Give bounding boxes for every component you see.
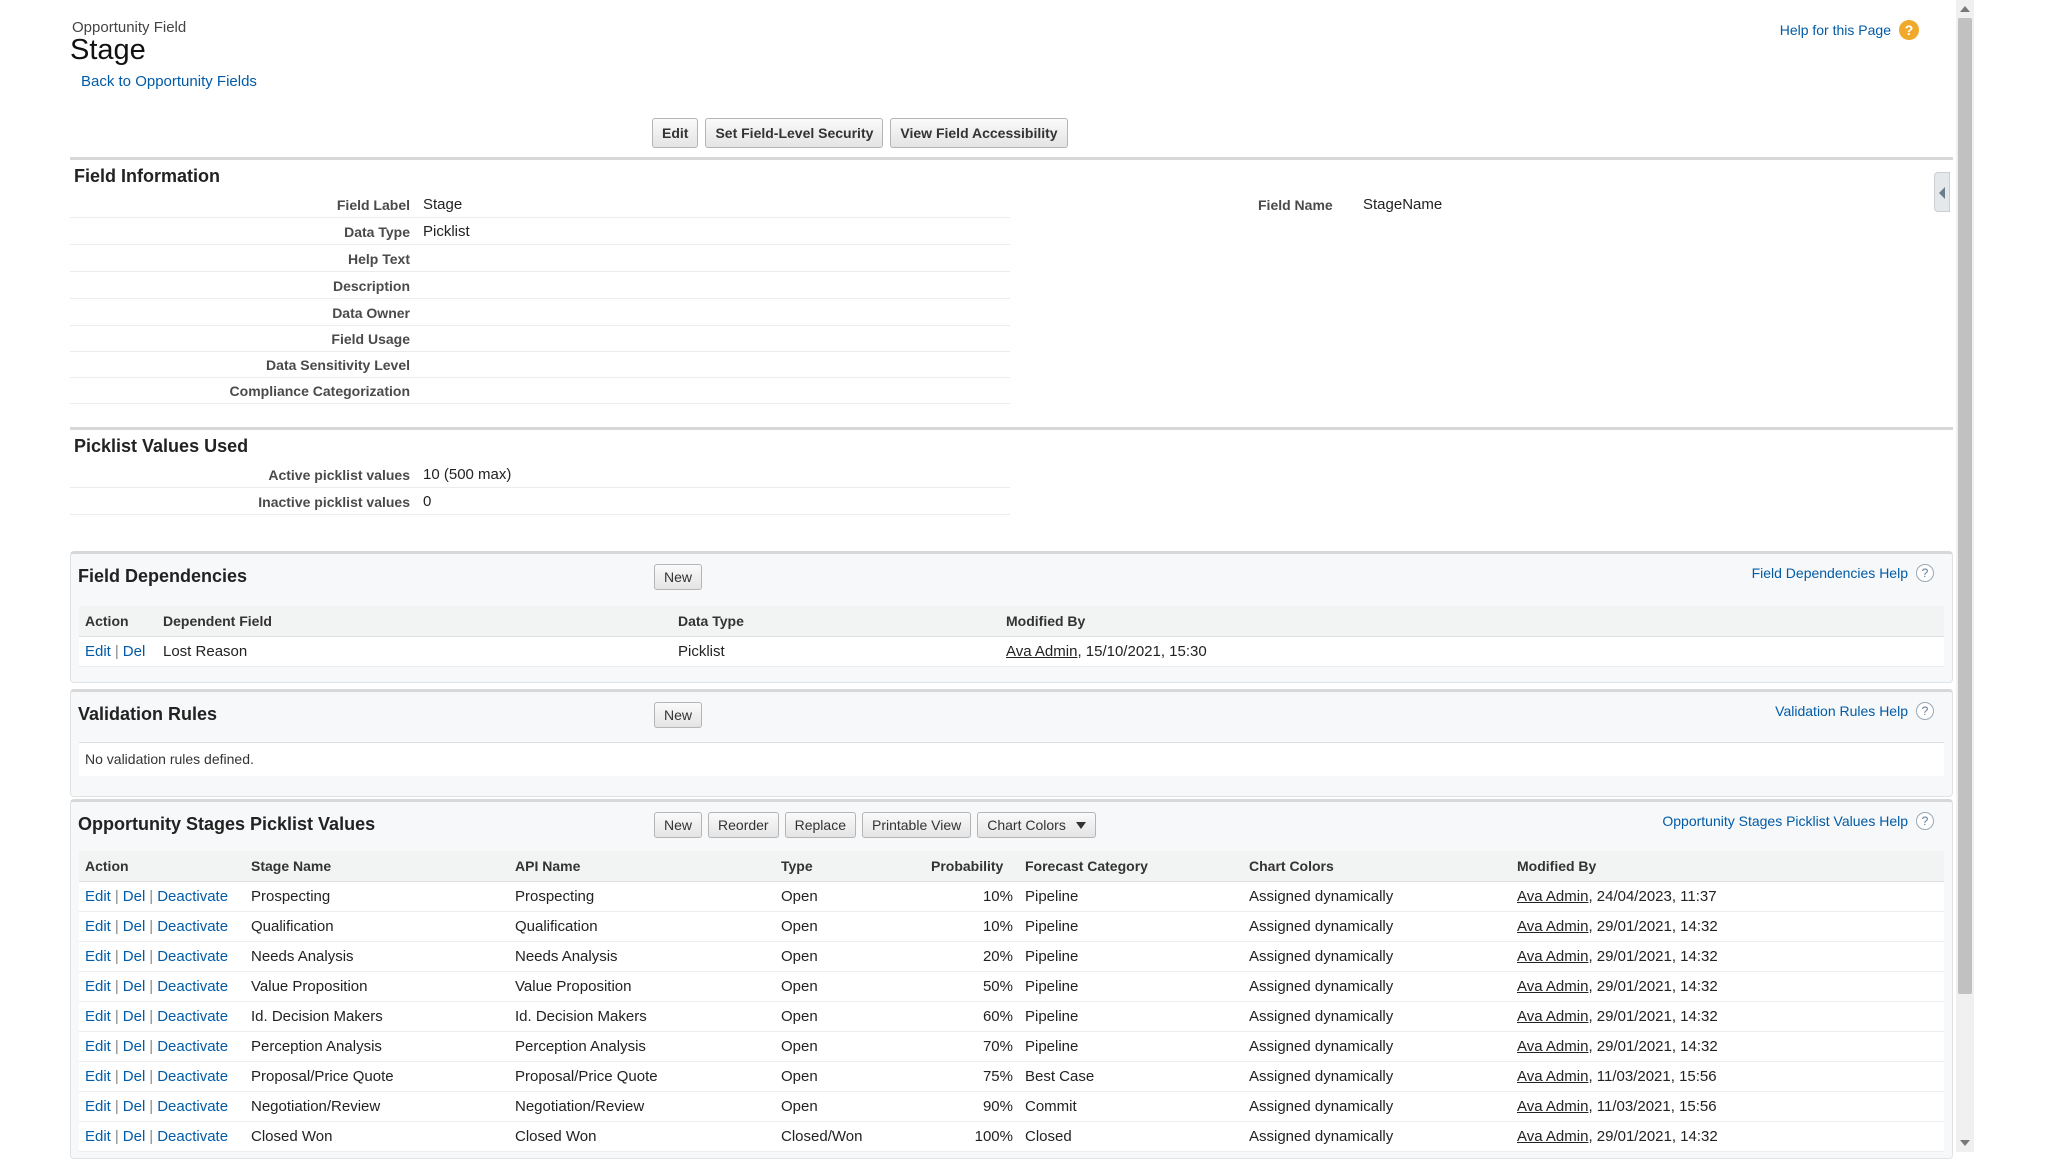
separator: | [114,947,119,965]
related-list-title: Opportunity Stages Picklist Values [78,814,376,834]
chart-colors-cell: Assigned dynamically [1243,1031,1511,1061]
validation-rules-related-list [70,689,1953,797]
field-label: Help Text [348,251,410,267]
api-name-cell: Negotiation/Review [509,1091,775,1121]
forecast-category-cell: Closed [1019,1121,1243,1151]
field-row [70,325,1010,352]
forecast-category-cell: Commit [1019,1091,1243,1121]
modified-date: , 11/03/2021, 15:56 [1588,1097,1717,1115]
api-name-cell: Qualification [509,911,775,941]
field-row [70,377,1010,404]
table-row [79,1091,1944,1121]
dependent-field-cell: Lost Reason [157,636,672,666]
modified-by-cell [1000,636,1944,666]
stage-name-cell: Prospecting [245,881,509,911]
stage-name-cell: Negotiation/Review [245,1091,509,1121]
edit-link[interactable]: Edit [85,1067,111,1085]
column-header-type: Type [775,851,925,881]
action-cell [79,1001,245,1031]
action-cell [79,1091,245,1121]
deactivate-link[interactable]: Deactivate [157,1037,229,1055]
table-header-row [79,851,1944,881]
modified-by-user-link[interactable]: Ava Admin [1517,1127,1589,1145]
modified-date: , 29/01/2021, 14:32 [1588,1127,1718,1145]
column-header-forecast-category: Forecast Category [1019,851,1243,881]
deactivate-link[interactable]: Deactivate [157,1067,229,1085]
column-header-modified-by: Modified By [1000,606,1944,636]
chart-colors-cell: Assigned dynamically [1243,1061,1511,1091]
field-row [70,218,1010,245]
type-cell: Open [775,971,925,1001]
edit-link[interactable]: Edit [85,1007,111,1025]
type-cell: Open [775,1091,925,1121]
forecast-category-cell: Pipeline [1019,941,1243,971]
probability-cell: 20% [925,941,1019,971]
table-header-row [79,606,1944,636]
picklist-values-used-section [70,427,1953,551]
opportunity-stages-help[interactable] [1662,812,1934,830]
chart-colors-cell: Assigned dynamically [1243,971,1511,1001]
field-row [70,272,1010,299]
column-header-data-type: Data Type [672,606,1000,636]
action-cell [79,971,245,1001]
modified-by-cell [1511,881,1944,911]
set-field-level-security-button[interactable]: Set Field-Level Security [705,118,883,148]
modified-by-cell [1511,1001,1944,1031]
separator: | [114,917,119,935]
deactivate-link[interactable]: Deactivate [157,1097,229,1115]
field-row [70,299,1010,326]
field-label: Field Label [336,197,410,213]
del-link[interactable]: Del [122,977,146,995]
modified-by-user-link[interactable]: Ava Admin [1517,947,1589,965]
table-row [79,636,1944,666]
separator: | [114,1097,119,1115]
modified-by-user-link[interactable]: Ava Admin [1517,977,1589,995]
modified-by-user-link[interactable]: Ava Admin [1517,1097,1589,1115]
field-name-value: StageName [1363,196,1443,213]
modified-date: , 11/03/2021, 15:56 [1588,1067,1717,1085]
separator: | [114,1127,119,1145]
forecast-category-cell: Pipeline [1019,971,1243,1001]
forecast-category-cell: Pipeline [1019,881,1243,911]
chart-colors-label: Chart Colors [987,817,1066,833]
column-header-action: Action [79,851,245,881]
modified-by-cell [1511,1061,1944,1091]
help-icon[interactable]: ? [1899,20,1919,40]
table-row [79,881,1944,911]
edit-link[interactable]: Edit [85,1037,111,1055]
deactivate-link[interactable]: Deactivate [157,887,229,905]
column-header-api-name: API Name [509,851,775,881]
probability-cell: 100% [925,1121,1019,1151]
field-value: 10 (500 max) [423,466,512,483]
chevron-down-icon [1076,822,1086,829]
edit-link[interactable]: Edit [85,642,111,660]
stage-name-cell: Needs Analysis [245,941,509,971]
field-label: Active picklist values [268,467,410,483]
printable-view-button[interactable]: Printable View [862,812,971,838]
table-row [79,1001,1944,1031]
field-value: 0 [423,493,432,510]
column-header-action: Action [79,606,157,636]
type-cell: Open [775,941,925,971]
opportunity-stages-help-link[interactable]: Opportunity Stages Picklist Values Help [1662,813,1908,829]
probability-cell: 90% [925,1091,1019,1121]
separator: | [114,977,119,995]
help-for-page-link[interactable]: Help for this Page [1779,22,1891,38]
table-row [79,1031,1944,1061]
field-label: Field Usage [331,331,410,347]
probability-cell: 75% [925,1061,1019,1091]
action-cell [79,1061,245,1091]
modified-by-cell [1511,911,1944,941]
del-link[interactable]: Del [122,917,146,935]
separator: | [114,1067,119,1085]
help-question-icon[interactable]: ? [1916,702,1934,720]
action-cell [79,941,245,971]
new-validation-rule-button[interactable]: New [654,702,702,728]
modified-by-user-link[interactable]: Ava Admin [1517,1007,1589,1025]
stages-toolbar [654,812,1096,838]
table-row [79,911,1944,941]
del-link[interactable]: Del [122,1067,146,1085]
deactivate-link[interactable]: Deactivate [157,1127,229,1145]
field-label: Description [332,278,410,294]
field-dependencies-help[interactable] [1752,564,1934,582]
probability-cell: 70% [925,1031,1019,1061]
column-header-chart-colors: Chart Colors [1243,851,1511,881]
modified-by-cell [1511,1121,1944,1151]
probability-cell: 10% [925,911,1019,941]
field-row [70,461,1010,488]
object-type-label: Opportunity Field [72,19,187,36]
api-name-cell: Prospecting [509,881,775,911]
setup-page [70,0,1955,1152]
modified-by-user-link[interactable]: Ava Admin [1517,887,1589,905]
api-name-cell: Id. Decision Makers [509,1001,775,1031]
stage-name-cell: Closed Won [245,1121,509,1151]
help-question-icon[interactable]: ? [1916,564,1934,582]
separator: | [149,887,154,905]
forecast-category-cell: Pipeline [1019,1031,1243,1061]
table-row [79,971,1944,1001]
field-row [70,488,1010,515]
modified-by-user-link[interactable]: Ava Admin [1006,642,1078,660]
probability-cell: 60% [925,1001,1019,1031]
action-cell [79,881,245,911]
action-cell [79,911,245,941]
separator: | [149,1127,154,1145]
help-for-page[interactable] [1780,20,1919,40]
modified-date: , 29/01/2021, 14:32 [1588,917,1718,935]
del-link[interactable]: Del [122,1007,146,1025]
column-header-dependent-field: Dependent Field [157,606,672,636]
related-list-title: Field Dependencies [78,566,248,586]
chart-colors-cell: Assigned dynamically [1243,1091,1511,1121]
help-question-icon[interactable]: ? [1916,812,1934,830]
separator: | [149,947,154,965]
api-name-cell: Needs Analysis [509,941,775,971]
stages-table [79,851,1944,1152]
modified-by-user-link[interactable]: Ava Admin [1517,1037,1589,1055]
edit-link[interactable]: Edit [85,1127,111,1145]
scroll-up-arrow-icon[interactable] [1960,6,1970,12]
action-cell [79,636,157,666]
del-link[interactable]: Del [122,1127,146,1145]
field-label: Data Sensitivity Level [266,357,410,373]
section-title: Picklist Values Used [74,436,249,456]
stage-name-cell: Qualification [245,911,509,941]
vertical-scrollbar[interactable] [1956,0,1974,1152]
scroll-down-arrow-icon[interactable] [1960,1140,1970,1146]
separator: | [114,642,119,660]
action-cell [79,1031,245,1061]
field-row [70,191,1010,218]
modified-date: , 24/04/2023, 11:37 [1588,887,1717,905]
validation-rules-help[interactable] [1775,702,1934,720]
separator: | [149,1007,154,1025]
type-cell: Closed/Won [775,1121,925,1151]
field-value: Picklist [423,223,470,240]
field-toolbar [652,118,1068,148]
modified-date: , 29/01/2021, 14:32 [1588,977,1718,995]
type-cell: Open [775,1001,925,1031]
field-dependencies-related-list [70,551,1953,683]
edit-link[interactable]: Edit [85,917,111,935]
del-link[interactable]: Del [122,1097,146,1115]
field-row [70,351,1010,378]
del-link[interactable]: Del [122,947,146,965]
forecast-category-cell: Pipeline [1019,1001,1243,1031]
back-to-fields-link[interactable]: Back to Opportunity Fields [81,73,257,90]
forecast-category-cell: Best Case [1019,1061,1243,1091]
forecast-category-cell: Pipeline [1019,911,1243,941]
chart-colors-cell: Assigned dynamically [1243,911,1511,941]
edit-button[interactable]: Edit [652,118,698,148]
separator: | [149,1067,154,1085]
section-title: Field Information [74,166,220,186]
api-name-cell: Perception Analysis [509,1031,775,1061]
chart-colors-cell: Assigned dynamically [1243,881,1511,911]
side-panel-toggle[interactable] [1934,172,1950,212]
type-cell: Open [775,1031,925,1061]
edit-link[interactable]: Edit [85,1097,111,1115]
probability-cell: 50% [925,971,1019,1001]
field-information-section [70,157,1953,427]
field-label: Data Owner [332,305,410,321]
type-cell: Open [775,881,925,911]
replace-button[interactable]: Replace [785,812,856,838]
modified-by-cell [1511,1031,1944,1061]
api-name-cell: Value Proposition [509,971,775,1001]
type-cell: Open [775,1061,925,1091]
reorder-button[interactable]: Reorder [708,812,779,838]
view-field-accessibility-button[interactable]: View Field Accessibility [890,118,1067,148]
deactivate-link[interactable]: Deactivate [157,977,229,995]
chart-colors-cell: Assigned dynamically [1243,1001,1511,1031]
type-cell: Open [775,911,925,941]
api-name-cell: Closed Won [509,1121,775,1151]
modified-date: , 29/01/2021, 14:32 [1588,1037,1718,1055]
dependencies-table [79,606,1944,667]
modified-by-cell [1511,1091,1944,1121]
field-label: Data Type [344,224,410,240]
separator: | [114,887,119,905]
validation-rules-help-link[interactable]: Validation Rules Help [1775,703,1908,719]
separator: | [149,917,154,935]
modified-by-cell [1511,971,1944,1001]
modified-by-user-link[interactable]: Ava Admin [1517,1067,1589,1085]
modified-by-user-link[interactable]: Ava Admin [1517,917,1589,935]
field-label: Compliance Categorization [229,383,410,399]
del-link[interactable]: Del [122,642,146,660]
api-name-cell: Proposal/Price Quote [509,1061,775,1091]
column-header-probability: Probability [925,851,1019,881]
stage-name-cell: Perception Analysis [245,1031,509,1061]
column-header-stage-name: Stage Name [245,851,509,881]
stage-name-cell: Value Proposition [245,971,509,1001]
page-title: Stage [70,34,146,66]
field-dependencies-help-link[interactable]: Field Dependencies Help [1751,565,1908,581]
edit-link[interactable]: Edit [85,977,111,995]
separator: | [114,1007,119,1025]
deactivate-link[interactable]: Deactivate [157,1007,229,1025]
stage-name-cell: Id. Decision Makers [245,1001,509,1031]
field-label: Inactive picklist values [258,494,410,510]
deactivate-link[interactable]: Deactivate [157,917,229,935]
data-type-cell: Picklist [672,636,1000,666]
separator: | [149,977,154,995]
deactivate-link[interactable]: Deactivate [157,947,229,965]
empty-state-text: No validation rules defined. [79,742,1944,776]
table-row [79,1061,1944,1091]
field-name-label: Field Name [1258,197,1333,213]
chart-colors-cell: Assigned dynamically [1243,1121,1511,1151]
separator: | [149,1037,154,1055]
del-link[interactable]: Del [122,887,146,905]
chart-colors-dropdown[interactable] [977,812,1096,838]
stage-name-cell: Proposal/Price Quote [245,1061,509,1091]
action-cell [79,1121,245,1151]
opportunity-stages-related-list [70,799,1953,1159]
scrollbar-thumb[interactable] [1958,18,1972,994]
table-row [79,1121,1944,1151]
column-header-modified-by: Modified By [1511,851,1944,881]
chart-colors-cell: Assigned dynamically [1243,941,1511,971]
modified-date: , 29/01/2021, 14:32 [1588,947,1718,965]
field-row [70,245,1010,272]
modified-by-cell [1511,941,1944,971]
separator: | [114,1037,119,1055]
new-stage-button[interactable]: New [654,812,702,838]
table-row [79,941,1944,971]
new-dependency-button[interactable]: New [654,564,702,590]
del-link[interactable]: Del [122,1037,146,1055]
related-list-title: Validation Rules [78,704,218,724]
field-value: Stage [423,196,463,213]
probability-cell: 10% [925,881,1019,911]
modified-date: , 15/10/2021, 15:30 [1077,642,1207,660]
edit-link[interactable]: Edit [85,947,111,965]
separator: | [149,1097,154,1115]
edit-link[interactable]: Edit [85,887,111,905]
modified-date: , 29/01/2021, 14:32 [1588,1007,1718,1025]
